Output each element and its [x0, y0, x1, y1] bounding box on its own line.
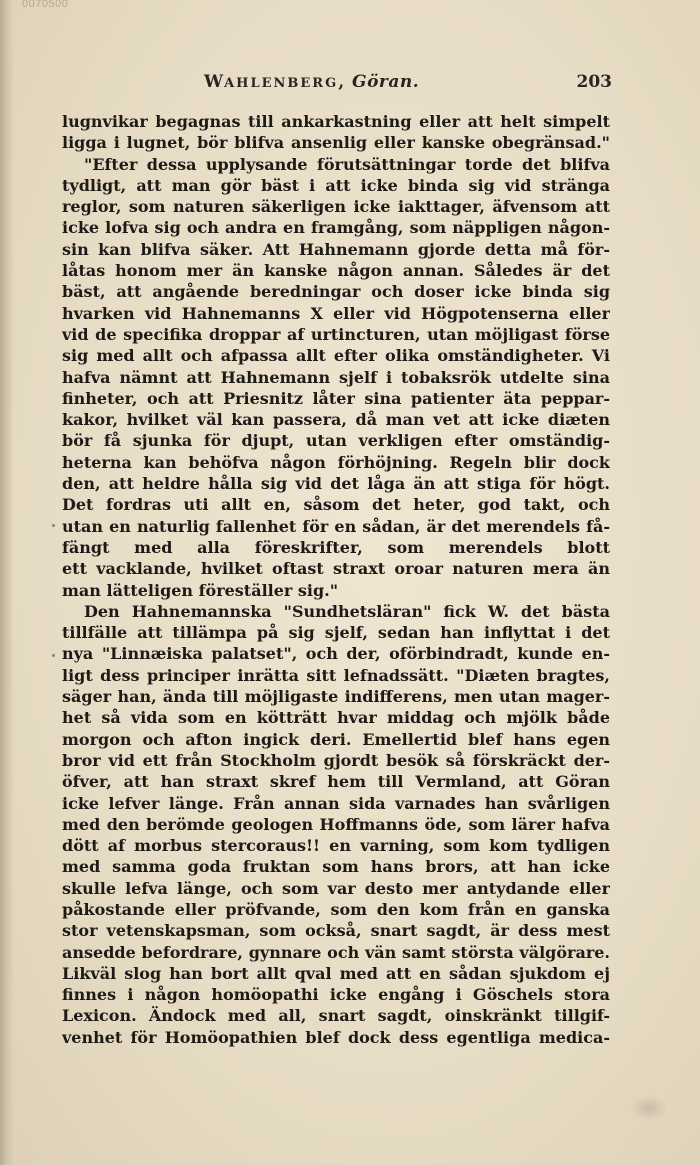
text-line: vid de specifika droppar af urtincturen, utan möjligast förse	[62, 324, 610, 344]
text-line: utan en naturlig fallenhet för en sådan, är det merendels få-	[62, 516, 610, 536]
text-line: öfver, att han straxt skref hem till Vermland, att Göran	[62, 772, 610, 792]
text-line: kakor, hvilket väl kan passera, då man vet att icke diæten	[62, 410, 610, 430]
page-number: 203	[576, 72, 612, 92]
text-line: säger han, ända till möjligaste indifferens, men utan mager-	[62, 687, 610, 707]
text-line: man lätteligen föreställer sig."	[62, 580, 339, 600]
page-smudge	[630, 1095, 668, 1121]
text-line: nya "Linnæiska palatset", och der, oförbindradt, kunde en-	[62, 644, 610, 664]
text-line: sin kan blifva säker. Att Hahnemann gjorde detta må för-	[62, 239, 610, 259]
text-line: dött af morbus stercoraus!! en varning, som kom tydligen	[62, 836, 610, 856]
text-line: hafva nämnt att Hahnemann sjelf i tobaksrök utdelte sina	[62, 367, 610, 387]
text-line: finnes i någon homöopathi icke engång i Göschels stora	[62, 985, 610, 1005]
author-surname-rest: AHLENBERG	[224, 76, 339, 91]
running-head-title	[204, 72, 419, 92]
page-binding-edge	[0, 0, 14, 1165]
text-line: stor vetenskapsman, som också, snart sagdt, är dess mest	[62, 921, 610, 941]
text-line: ansedde befordrare, gynnare och vän samt största välgörare.	[62, 942, 610, 962]
library-stamp: 0070500	[22, 0, 69, 10]
text-line: ett vacklande, hvilket oftast straxt oroar naturen mera än	[62, 559, 610, 579]
text-line: heterna kan behöfva någon förhöjning. Regeln blir dock	[62, 452, 610, 472]
text-line: hvarken vid Hahnemanns X eller vid Högpotenserna eller	[62, 303, 610, 323]
text-line: tydligt, att man gör bäst i att icke binda sig vid stränga	[62, 175, 610, 195]
title-separator: ,	[338, 72, 353, 92]
author-given-name: Göran.	[352, 72, 420, 92]
running-head	[62, 70, 612, 100]
text-line: "Efter dessa upplysande förutsättningar torde det blifva	[84, 154, 610, 174]
text-line: tillfälle att tillämpa på sig sjelf, sedan han inflyttat i det	[62, 623, 610, 643]
text-line: icke lofva sig och andra en framgång, som näppligen någon-	[62, 218, 610, 238]
text-line: ligga i lugnet, bör blifva ansenlig eller kanske obegränsad."	[62, 133, 610, 153]
text-line: med den berömde geologen Hoffmanns öde, som lärer hafva	[62, 814, 610, 834]
text-line: morgon och afton ingick deri. Emellertid blef hans egen	[62, 729, 610, 749]
margin-mark	[52, 524, 55, 527]
body-text	[62, 111, 610, 1048]
text-line: bör få sjunka för djupt, utan verkligen efter omständig-	[62, 431, 610, 451]
text-line: icke lefver länge. Från annan sida varnades han svårligen	[62, 793, 610, 813]
text-line: bäst, att angående beredningar och doser icke binda sig	[62, 282, 610, 302]
text-line: sig med allt och afpassa allt efter olika omständigheter. Vi	[62, 346, 610, 366]
text-line: bror vid ett från Stockholm gjordt besök så förskräckt der-	[62, 750, 610, 770]
text-line: den, att heldre hålla sig vid det låga än att stiga för högt.	[62, 474, 610, 494]
text-line: låtas honom mer än kanske någon annan. Således är det	[62, 261, 610, 281]
text-line: Likväl slog han bort allt qval med att en sådan sjukdom ej	[62, 963, 610, 983]
text-line: Den Hahnemannska "Sundhetsläran" fick W. det bästa	[84, 601, 610, 621]
margin-mark	[52, 654, 55, 657]
author-initial: W	[204, 72, 225, 92]
text-line: Lexicon. Ändock med all, snart sagdt, oinskränkt tillgif-	[62, 1006, 610, 1026]
text-line: skulle lefva länge, och som var desto mer antydande eller	[62, 878, 610, 898]
text-line: reglor, som naturen säkerligen icke iakttager, äfvensom att	[62, 197, 610, 217]
text-line: het så vida som en kötträtt hvar middag och mjölk både	[62, 708, 610, 728]
text-line: venhet för Homöopathien blef dock dess egentliga medica-	[62, 1027, 610, 1047]
text-line: ligt dess principer inrätta sitt lefnadssätt. "Diæten bragtes,	[62, 665, 610, 685]
text-line: lugnvikar begagnas till ankarkastning eller att helt simpelt	[62, 112, 610, 131]
text-line: finheter, och att Priesnitz låter sina patienter äta peppar-	[62, 388, 610, 408]
text-line: Det fordras uti allt en, såsom det heter, god takt, och	[62, 495, 610, 515]
text-line: påkostande eller pröfvande, som den kom från en ganska	[62, 899, 610, 919]
text-line: fängt med alla föreskrifter, som merendels blott	[62, 537, 610, 557]
text-line: med samma goda fruktan som hans brors, att han icke	[62, 857, 610, 877]
